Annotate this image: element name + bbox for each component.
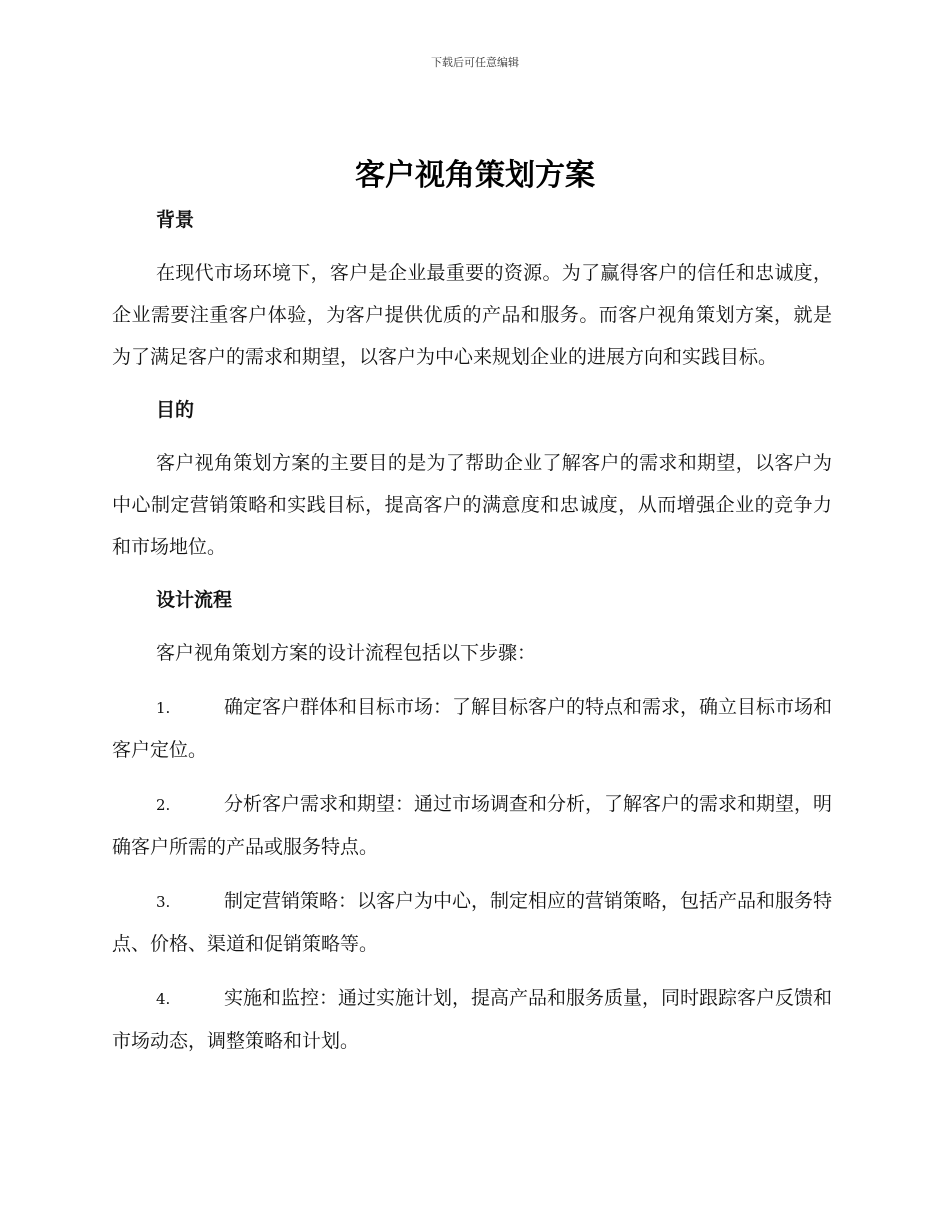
- list-item-text: 制定营销策略：以客户为中心，制定相应的营销策略，包括产品和服务特点、价格、渠道和促销策略等。: [112, 890, 833, 955]
- list-item-number: 2.: [156, 796, 171, 814]
- section-heading-background: 背景: [156, 209, 195, 231]
- paragraph-process-intro: 客户视角策划方案的设计流程包括以下步骤：: [156, 642, 537, 664]
- list-item: [112, 783, 832, 868]
- section-heading-process: 设计流程: [156, 589, 233, 611]
- section-heading-purpose: 目的: [156, 399, 195, 421]
- paragraph-purpose: 客户视角策划方案的主要目的是为了帮助企业了解客户的需求和期望，以客户为中心制定营销策略和实践目标，提高客户的满意度和忠诚度，从而增强企业的竞争力和市场地位。: [112, 452, 832, 558]
- document-title: 客户视角策划方案: [355, 158, 595, 193]
- list-item-number: 4.: [156, 990, 171, 1008]
- paragraph-background: 在现代市场环境下，客户是企业最重要的资源。为了赢得客户的信任和忠诚度，企业需要注重客户体验，为客户提供优质的产品和服务。而客户视角策划方案，就是为了满足客户的需求和期望，以客户为中心来规划企业的进展方向和实践目标。: [112, 262, 832, 368]
- list-item: [112, 880, 832, 965]
- list-item-text: 实施和监控：通过实施计划，提高产品和服务质量，同时跟踪客户反馈和市场动态，调整策略和计划。: [112, 987, 833, 1052]
- list-item: [112, 977, 832, 1062]
- list-item-text: 分析客户需求和期望：通过市场调查和分析，了解客户的需求和期望，明确客户所需的产品或服务特点。: [112, 793, 833, 858]
- list-item-number: 1.: [156, 699, 171, 717]
- document-body: [112, 200, 832, 1062]
- list-item-text: 确定客户群体和目标市场：了解目标客户的特点和需求，确立目标市场和客户定位。: [112, 696, 833, 761]
- list-item: [112, 686, 832, 771]
- list-item-number: 3.: [156, 893, 171, 911]
- page-header-note: 下载后可任意编辑: [431, 56, 519, 69]
